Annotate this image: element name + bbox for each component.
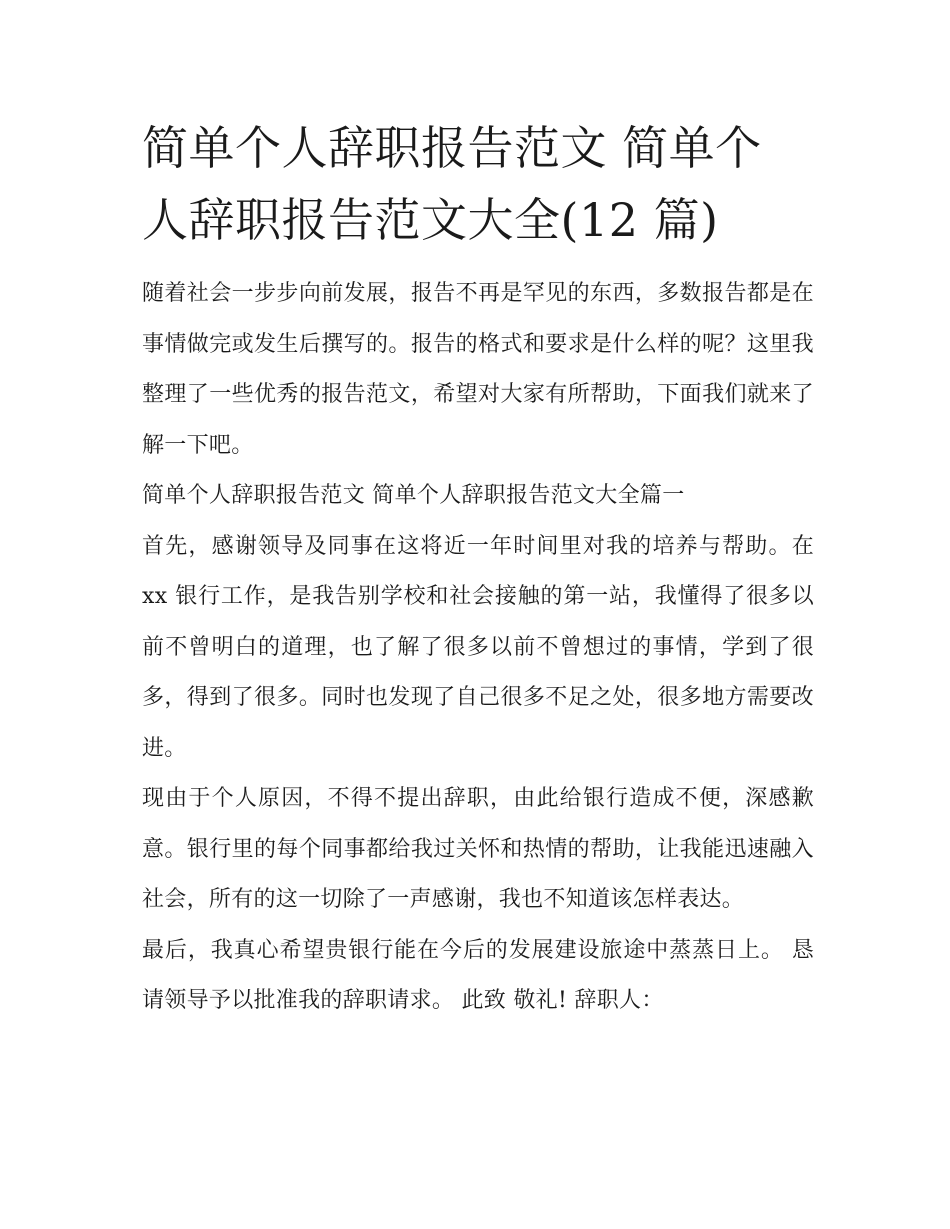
section-heading: 简单个人辞职报告范文 简单个人辞职报告范文大全篇一: [142, 483, 685, 508]
intro-paragraph: 随着社会一步步向前发展，报告不再是罕见的东西，多数报告都是在事情做完或发生后撰写的。报告的格式和要求是什么样的呢？这里我整理了一些优秀的报告范文，希望对大家有所帮助，下面我们就来了解一下吧。: [142, 281, 814, 458]
body-paragraph-closing: 最后，我真心希望贵银行能在今后的发展建设旅途中蒸蒸日上。 恳请领导予以批准我的辞职请求。 此致 敬礼! 辞职人：: [142, 937, 814, 1013]
title-line-1: 简单个人辞职报告范文 简单个: [142, 121, 762, 175]
body-paragraph-gratitude: 首先，感谢领导及同事在这将近一年时间里对我的培养与帮助。在 xx 银行工作，是我告别学校和社会接触的第一站，我懂得了很多以前不曾明白的道理，也了解了很多以前不曾想过的事情，学到了很多，得到了很多。同时也发现了自己很多不足之处，很多地方需要改进。: [142, 533, 814, 761]
document-page: [142, 112, 814, 1027]
title-line-2: 人辞职报告范文大全(12 篇): [142, 193, 719, 247]
body-paragraph-reason: 现由于个人原因，不得不提出辞职，由此给银行造成不便，深感歉意。银行里的每个同事都给我过关怀和热情的帮助，让我能迅速融入社会，所有的这一切除了一声感谢，我也不知道该怎样表达。: [142, 786, 814, 912]
document-title: [142, 112, 814, 256]
